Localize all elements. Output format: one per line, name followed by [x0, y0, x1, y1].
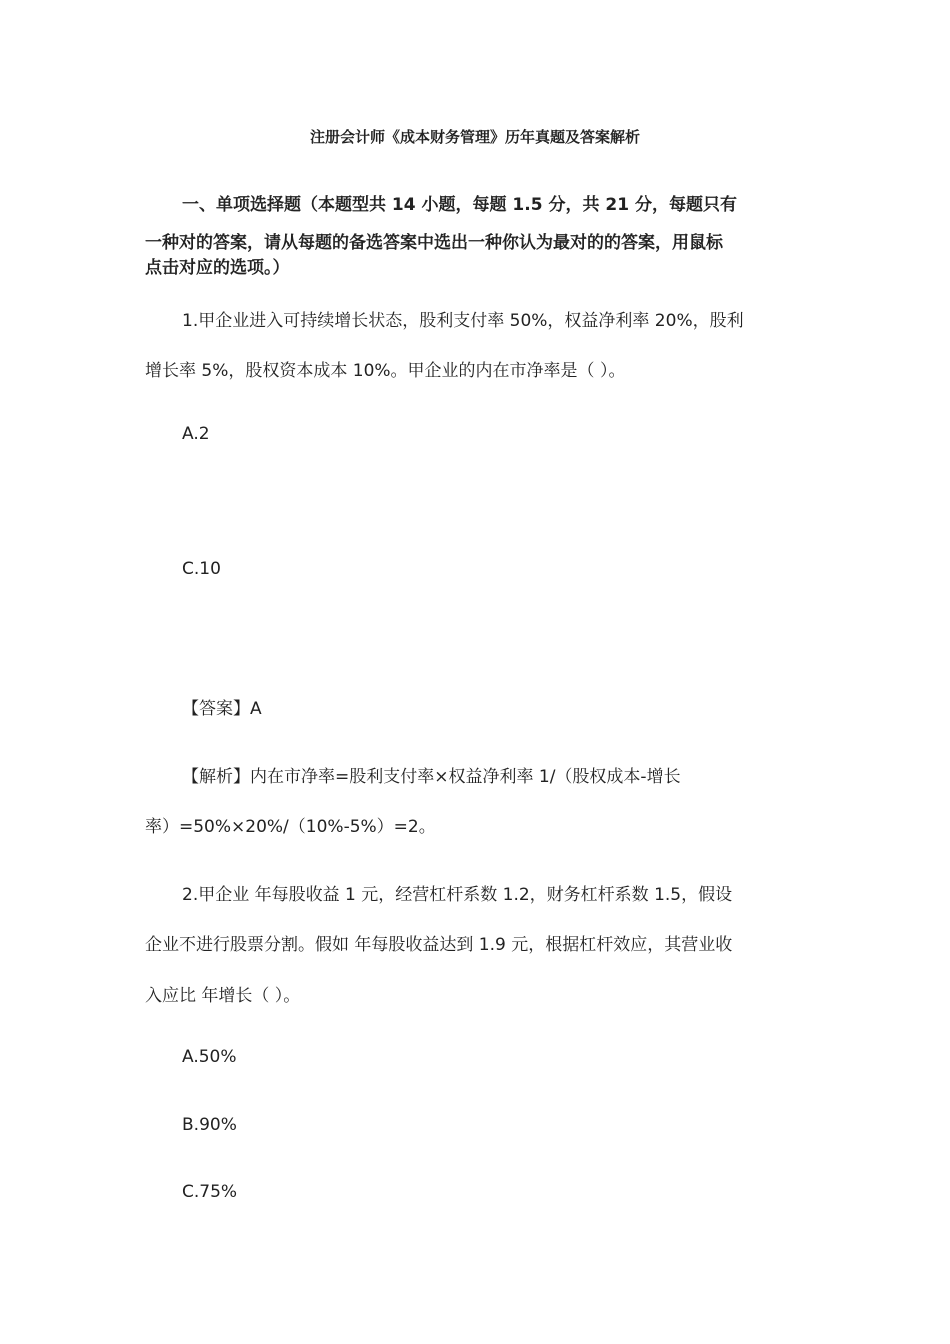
- section-heading-line-2: 一种对的答案，请从每题的备选答案中选出一种你认为最对的的答案，用鼠标: [145, 233, 723, 253]
- question-1-option-a: A.2: [182, 424, 210, 444]
- question-1-analysis-line-2: 率）=50%×20%/（10%-5%）=2。: [145, 817, 436, 837]
- question-2-line-3: 入应比 年增长（ ）。: [145, 986, 301, 1006]
- question-1-analysis-line-1: 【解析】内在市净率=股利支付率×权益净利率 1/（股权成本-增长: [182, 767, 681, 787]
- section-heading-line-3: 点击对应的选项。）: [145, 258, 290, 278]
- question-2-option-c: C.75%: [182, 1182, 238, 1202]
- question-1-line-1: 1.甲企业进入可持续增长状态，股利支付率 50%，权益净利率 20%，股利: [182, 311, 744, 331]
- question-2-line-1: 2.甲企业 年每股收益 1 元，经营杠杆系数 1.2，财务杠杆系数 1.5，假设: [182, 885, 733, 905]
- question-2-line-2: 企业不进行股票分割。假如 年每股收益达到 1.9 元，根据杠杆效应，其营业收: [145, 935, 733, 955]
- question-2-option-a: A.50%: [182, 1047, 237, 1067]
- question-2-option-b: B.90%: [182, 1115, 237, 1135]
- section-heading-line-1: 一、单项选择题（本题型共 14 小题，每题 1.5 分，共 21 分，每题只有: [182, 195, 737, 215]
- question-1-line-2: 增长率 5%，股权资本成本 10%。甲企业的内在市净率是（ ）。: [145, 361, 626, 381]
- document-title: 注册会计师《成本财务管理》历年真题及答案解析: [309, 128, 640, 146]
- question-1-answer: 【答案】A: [182, 699, 262, 719]
- question-1-option-c: C.10: [182, 559, 221, 579]
